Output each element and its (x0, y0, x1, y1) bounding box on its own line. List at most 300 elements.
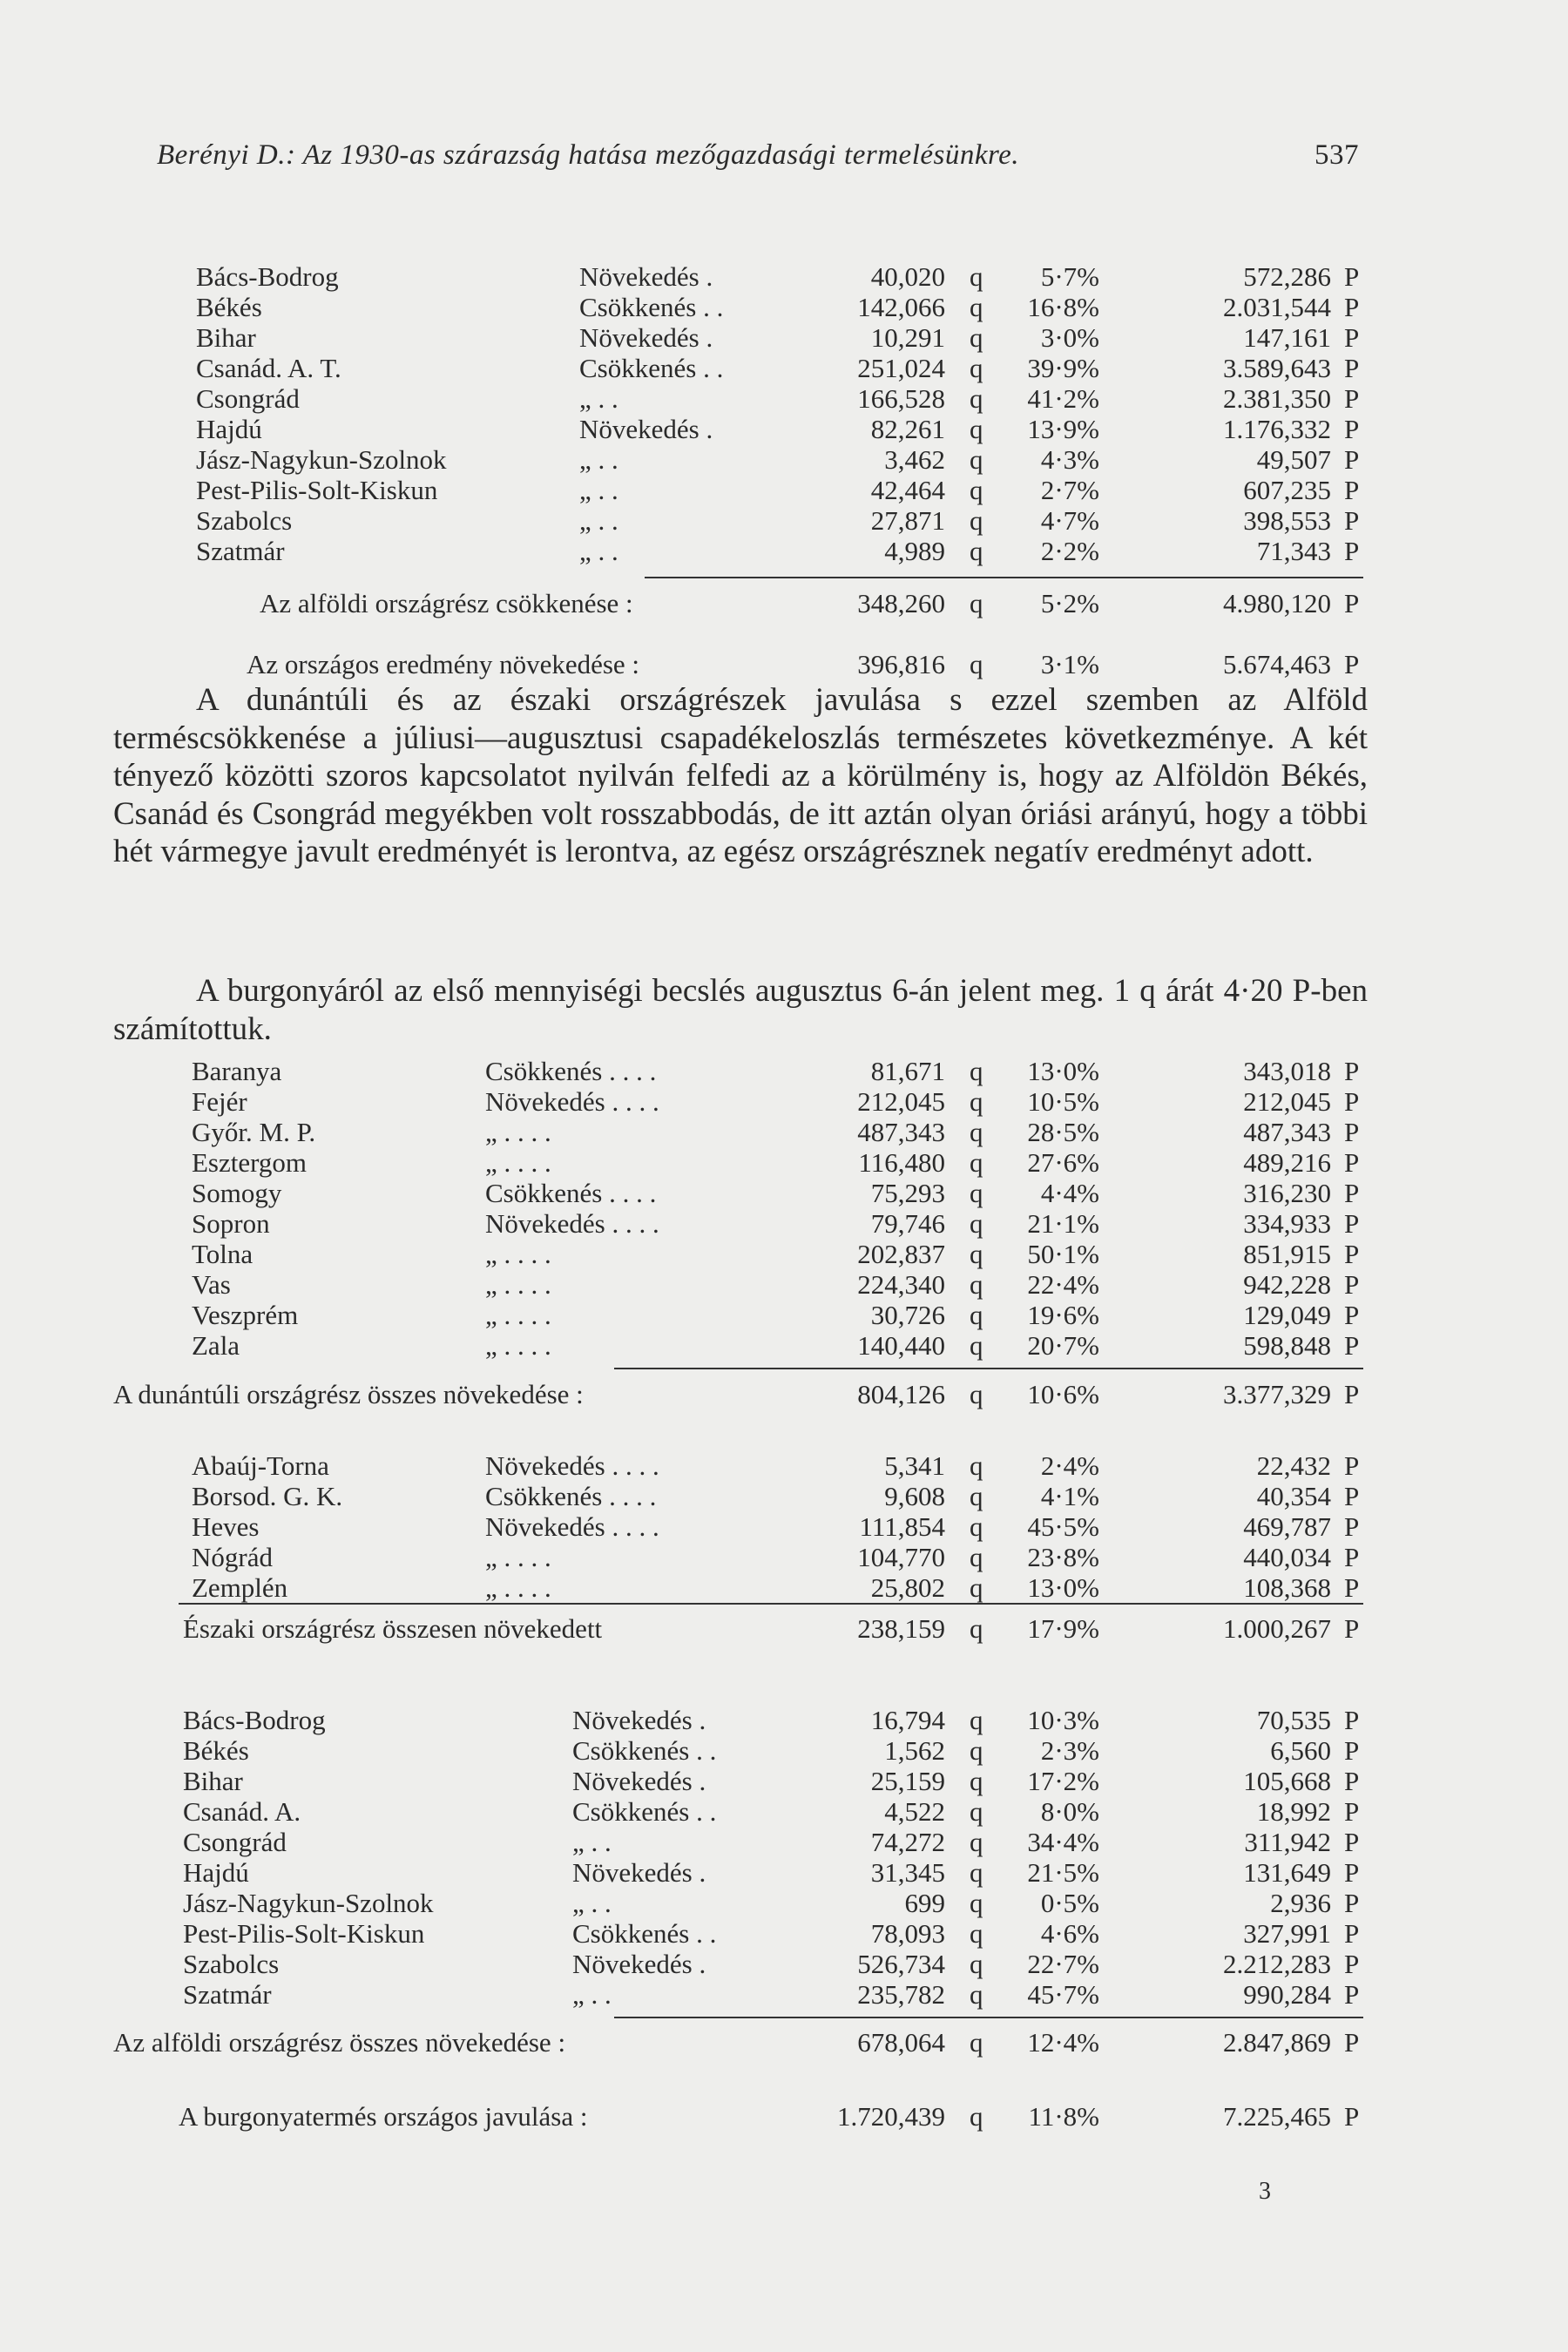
trend-label: Növekedés . (579, 322, 713, 353)
paragraph-1: A dunántúli és az északi országrészek javulása s ezzel szemben az Alföld terméscsökkenése a júliusi—augusztusi csapadékeloszlás természetes következménye. A két tényező közötti szoros kapcsolatot nyilván felfedi az a körülmény is, hogy az Alföldön Békés, Csanád és Csongrád megyékben volt rosszabbodás, de itt aztán olyan óriási arányú, hogy a többi hét vármegye javult eredményét is lerontva, az egész országrésznek negatív eredményt adott. (113, 682, 1368, 869)
table-row (0, 536, 1568, 567)
header-title: Berényi D.: Az 1930-as szárazság hatása mezőgazdasági termelésünkre. (157, 139, 1020, 171)
money-value: 487,343 (1243, 1117, 1331, 1147)
trend-label: „ . . (579, 536, 618, 566)
quantity-unit: q (970, 1572, 983, 1603)
quantity-value: 31,345 (870, 1857, 945, 1888)
quantity-unit: q (970, 414, 983, 444)
county-name: Csanád. A. (183, 1796, 301, 1827)
county-name: Szabolcs (183, 1949, 280, 1979)
quantity-unit: q (970, 1056, 983, 1086)
county-name: Somogy (192, 1178, 282, 1208)
money-value: 2.031,544 (1223, 292, 1331, 322)
county-name: Szatmár (196, 536, 285, 566)
trend-label: „ . . . . (485, 1542, 551, 1572)
percent-value: 2·2% (1040, 536, 1099, 566)
county-name: Baranya (192, 1056, 282, 1086)
percent-value: 21·1% (1027, 1208, 1099, 1239)
currency-unit: P (1344, 1269, 1360, 1300)
percent-value: 5·2% (1040, 588, 1099, 618)
quantity-unit: q (970, 1481, 983, 1511)
paragraph-2: A burgonyáról az első mennyiségi becslés augusztus 6-án jelent meg. 1 q árát 4·20 P-ben számítottuk. (113, 973, 1368, 1047)
money-value: 105,668 (1243, 1766, 1331, 1796)
percent-value: 10·6% (1027, 1379, 1099, 1409)
percent-value: 45·5% (1027, 1511, 1099, 1542)
quantity-value: 30,726 (870, 1300, 945, 1330)
quantity-unit: q (970, 1379, 983, 1409)
trend-label: Növekedés . (572, 1857, 706, 1888)
money-value: 40,354 (1256, 1481, 1331, 1511)
table-row (0, 383, 1568, 415)
percent-value: 8·0% (1040, 1796, 1099, 1827)
quantity-value: 78,093 (870, 1918, 945, 1949)
currency-unit: P (1344, 322, 1360, 353)
quantity-unit: q (970, 1888, 983, 1918)
signature-mark: 3 (1259, 2178, 1271, 2205)
quantity-unit: q (970, 1979, 983, 2010)
table-row (0, 1481, 1568, 1512)
currency-unit: P (1344, 1918, 1360, 1949)
money-value: 327,991 (1243, 1918, 1331, 1949)
quantity-value: 79,746 (870, 1208, 945, 1239)
county-name: Sopron (192, 1208, 270, 1239)
percent-value: 12·4% (1027, 2027, 1099, 2058)
quantity-value: 75,293 (870, 1178, 945, 1208)
currency-unit: P (1344, 1481, 1360, 1511)
county-name: Heves (192, 1511, 260, 1542)
money-value: 3.377,329 (1223, 1379, 1331, 1409)
money-value: 22,432 (1256, 1450, 1331, 1481)
currency-unit: P (1344, 414, 1360, 444)
quantity-value: 142,066 (857, 292, 945, 322)
total-rule (179, 1603, 1363, 1605)
money-value: 2.212,283 (1223, 1949, 1331, 1979)
quantity-unit: q (970, 1511, 983, 1542)
table-row (0, 292, 1568, 323)
trend-label: Növekedés . (572, 1766, 706, 1796)
trend-label: „ . . . . (485, 1572, 551, 1603)
percent-value: 10·5% (1027, 1086, 1099, 1117)
quantity-unit: q (970, 536, 983, 566)
trend-label: „ . . . . (485, 1330, 551, 1361)
quantity-value: 27,871 (870, 505, 945, 536)
county-name: Vas (192, 1269, 231, 1300)
currency-unit: P (1344, 1086, 1360, 1117)
money-value: 851,915 (1243, 1239, 1331, 1269)
total-row (0, 588, 1568, 619)
money-value: 572,286 (1243, 261, 1331, 292)
quantity-value: 166,528 (857, 383, 945, 414)
quantity-value: 25,802 (870, 1572, 945, 1603)
currency-unit: P (1344, 292, 1360, 322)
currency-unit: P (1344, 505, 1360, 536)
total-rule (645, 577, 1363, 578)
money-value: 212,045 (1243, 1086, 1331, 1117)
currency-unit: P (1344, 1979, 1360, 2010)
quantity-value: 526,734 (857, 1949, 945, 1979)
percent-value: 22·4% (1027, 1269, 1099, 1300)
table-row (0, 1117, 1568, 1148)
percent-value: 13·0% (1027, 1056, 1099, 1086)
quantity-unit: q (970, 1300, 983, 1330)
county-name: Nógrád (192, 1542, 273, 1572)
county-name: Csanád. A. T. (196, 353, 341, 383)
money-value: 2.847,869 (1223, 2027, 1331, 2058)
county-name: Szabolcs (196, 505, 293, 536)
money-value: 489,216 (1243, 1147, 1331, 1178)
trend-label: „ . . . . (485, 1269, 551, 1300)
county-name: Pest-Pilis-Solt-Kiskun (183, 1918, 425, 1949)
trend-label: „ . . (579, 505, 618, 536)
trend-label: „ . . (579, 475, 618, 505)
quantity-unit: q (970, 1269, 983, 1300)
money-value: 18,992 (1256, 1796, 1331, 1827)
county-name: Zala (192, 1330, 240, 1361)
currency-unit: P (1344, 1117, 1360, 1147)
percent-value: 13·9% (1027, 414, 1099, 444)
quantity-value: 140,440 (857, 1330, 945, 1361)
table-row (0, 1979, 1568, 2011)
total-label: A dunántúli országrész összes növekedése : (113, 1379, 584, 1409)
money-value: 1.000,267 (1223, 1613, 1331, 1644)
quantity-unit: q (970, 383, 983, 414)
table-row (0, 261, 1568, 293)
percent-value: 4·6% (1040, 1918, 1099, 1949)
quantity-value: 40,020 (870, 261, 945, 292)
total-label: Az alföldi országrész csökkenése : (260, 588, 633, 618)
table-row (0, 1918, 1568, 1950)
currency-unit: P (1344, 475, 1360, 505)
percent-value: 17·2% (1027, 1766, 1099, 1796)
total-label: Az alföldi országrész összes növekedése : (113, 2027, 566, 2058)
quantity-unit: q (970, 1178, 983, 1208)
money-value: 607,235 (1243, 475, 1331, 505)
trend-label: Csökkenés . . . . (485, 1178, 657, 1208)
table-row (0, 505, 1568, 537)
quantity-value: 487,343 (857, 1117, 945, 1147)
percent-value: 41·2% (1027, 383, 1099, 414)
table-row (0, 1857, 1568, 1889)
total-row (0, 2027, 1568, 2058)
county-name: Bács-Bodrog (183, 1705, 326, 1735)
percent-value: 4·3% (1040, 444, 1099, 475)
money-value: 469,787 (1243, 1511, 1331, 1542)
trend-label: Növekedés . . . . (485, 1208, 659, 1239)
trend-label: Csökkenés . . (572, 1735, 717, 1766)
quantity-value: 104,770 (857, 1542, 945, 1572)
page-number: 537 (1315, 139, 1359, 171)
money-value: 49,507 (1256, 444, 1331, 475)
quantity-value: 116,480 (858, 1147, 945, 1178)
currency-unit: P (1344, 2027, 1360, 2058)
money-value: 131,649 (1243, 1857, 1331, 1888)
quantity-unit: q (970, 649, 983, 679)
currency-unit: P (1344, 1857, 1360, 1888)
currency-unit: P (1344, 1735, 1360, 1766)
percent-value: 23·8% (1027, 1542, 1099, 1572)
percent-value: 27·6% (1027, 1147, 1099, 1178)
table-row (0, 353, 1568, 384)
table-row (0, 1330, 1568, 1362)
trend-label: Csökkenés . . (579, 292, 724, 322)
quantity-value: 42,464 (870, 475, 945, 505)
county-name: Győr. M. P. (192, 1117, 316, 1147)
quantity-value: 74,272 (870, 1827, 945, 1857)
percent-value: 2·3% (1040, 1735, 1099, 1766)
quantity-value: 348,260 (857, 588, 945, 618)
quantity-unit: q (970, 475, 983, 505)
money-value: 990,284 (1243, 1979, 1331, 2010)
quantity-value: 25,159 (870, 1766, 945, 1796)
currency-unit: P (1344, 1208, 1360, 1239)
quantity-value: 224,340 (857, 1269, 945, 1300)
quantity-unit: q (970, 322, 983, 353)
percent-value: 2·7% (1040, 475, 1099, 505)
percent-value: 3·0% (1040, 322, 1099, 353)
quantity-value: 251,024 (857, 353, 945, 383)
quantity-unit: q (970, 1735, 983, 1766)
table-row (0, 1949, 1568, 1980)
money-value: 108,368 (1243, 1572, 1331, 1603)
national-total-row (0, 2101, 1568, 2132)
currency-unit: P (1344, 2101, 1360, 2132)
trend-label: „ . . (572, 1979, 612, 2010)
table-row (0, 1542, 1568, 1573)
trend-label: Növekedés . (579, 414, 713, 444)
county-name: Zemplén (192, 1572, 288, 1603)
county-name: Borsod. G. K. (192, 1481, 343, 1511)
currency-unit: P (1344, 1705, 1360, 1735)
county-name: Bihar (183, 1766, 243, 1796)
quantity-value: 10,291 (870, 322, 945, 353)
table-row (0, 414, 1568, 445)
table-row (0, 475, 1568, 506)
money-value: 2,936 (1270, 1888, 1331, 1918)
money-value: 942,228 (1243, 1269, 1331, 1300)
quantity-value: 804,126 (857, 1379, 945, 1409)
percent-value: 4·7% (1040, 505, 1099, 536)
currency-unit: P (1344, 1572, 1360, 1603)
county-name: Jász-Nagykun-Szolnok (183, 1888, 434, 1918)
quantity-value: 16,794 (870, 1705, 945, 1735)
currency-unit: P (1344, 1766, 1360, 1796)
money-value: 7.225,465 (1223, 2101, 1331, 2132)
county-name: Csongrád (183, 1827, 287, 1857)
county-name: Csongrád (196, 383, 300, 414)
quantity-unit: q (970, 1796, 983, 1827)
percent-value: 5·7% (1040, 261, 1099, 292)
currency-unit: P (1344, 1827, 1360, 1857)
quantity-value: 111,854 (859, 1511, 945, 1542)
percent-value: 4·4% (1040, 1178, 1099, 1208)
table-row (0, 1056, 1568, 1087)
currency-unit: P (1344, 353, 1360, 383)
percent-value: 10·3% (1027, 1705, 1099, 1735)
table-row (0, 1269, 1568, 1301)
table-row (0, 1572, 1568, 1604)
currency-unit: P (1344, 1542, 1360, 1572)
table-row (0, 322, 1568, 354)
quantity-value: 82,261 (870, 414, 945, 444)
currency-unit: P (1344, 1056, 1360, 1086)
table-row (0, 1178, 1568, 1209)
quantity-unit: q (970, 261, 983, 292)
trend-label: Csökkenés . . . . (485, 1056, 657, 1086)
trend-label: „ . . . . (485, 1300, 551, 1330)
total-label: Az országos eredmény növekedése : (247, 649, 640, 679)
county-name: Hajdú (183, 1857, 249, 1888)
currency-unit: P (1344, 1178, 1360, 1208)
money-value: 70,535 (1256, 1705, 1331, 1735)
quantity-unit: q (970, 2101, 983, 2132)
table-row (0, 1766, 1568, 1797)
money-value: 2.381,350 (1223, 383, 1331, 414)
currency-unit: P (1344, 1949, 1360, 1979)
quantity-unit: q (970, 1918, 983, 1949)
percent-value: 20·7% (1027, 1330, 1099, 1361)
trend-label: „ . . . . (485, 1239, 551, 1269)
percent-value: 28·5% (1027, 1117, 1099, 1147)
money-value: 311,942 (1244, 1827, 1331, 1857)
money-value: 334,933 (1243, 1208, 1331, 1239)
percent-value: 4·1% (1040, 1481, 1099, 1511)
table-row (0, 444, 1568, 476)
percent-value: 11·8% (1028, 2101, 1099, 2132)
money-value: 71,343 (1256, 536, 1331, 566)
currency-unit: P (1344, 1239, 1360, 1269)
quantity-unit: q (970, 588, 983, 618)
table-row (0, 1086, 1568, 1118)
quantity-value: 202,837 (857, 1239, 945, 1269)
total-row (0, 1613, 1568, 1645)
quantity-unit: q (970, 1147, 983, 1178)
total-label: Északi országrész összesen növekedett (183, 1613, 603, 1644)
quantity-unit: q (970, 1330, 983, 1361)
quantity-unit: q (970, 1949, 983, 1979)
county-name: Szatmár (183, 1979, 272, 2010)
quantity-unit: q (970, 1827, 983, 1857)
county-name: Jász-Nagykun-Szolnok (196, 444, 447, 475)
county-name: Veszprém (192, 1300, 299, 1330)
table-row (0, 1735, 1568, 1767)
county-name: Bihar (196, 322, 256, 353)
currency-unit: P (1344, 1511, 1360, 1542)
quantity-unit: q (970, 353, 983, 383)
table-row (0, 1300, 1568, 1331)
money-value: 398,553 (1243, 505, 1331, 536)
quantity-value: 212,045 (857, 1086, 945, 1117)
county-name: Békés (183, 1735, 249, 1766)
money-value: 4.980,120 (1223, 588, 1331, 618)
national-total-row (0, 649, 1568, 680)
trend-label: „ . . . . (485, 1117, 551, 1147)
percent-value: 21·5% (1027, 1857, 1099, 1888)
currency-unit: P (1344, 261, 1360, 292)
currency-unit: P (1344, 1613, 1360, 1644)
trend-label: Csökkenés . . (572, 1796, 717, 1827)
money-value: 129,049 (1243, 1300, 1331, 1330)
county-name: Tolna (192, 1239, 253, 1269)
currency-unit: P (1344, 588, 1360, 618)
trend-label: Növekedés . . . . (485, 1450, 659, 1481)
table-row (0, 1511, 1568, 1543)
quantity-unit: q (970, 444, 983, 475)
county-name: Hajdú (196, 414, 262, 444)
currency-unit: P (1344, 1888, 1360, 1918)
currency-unit: P (1344, 1450, 1360, 1481)
table-row (0, 1888, 1568, 1919)
trend-label: Csökkenés . . (579, 353, 724, 383)
trend-label: „ . . (572, 1888, 612, 1918)
percent-value: 39·9% (1027, 353, 1099, 383)
trend-label: „ . . (572, 1827, 612, 1857)
percent-value: 50·1% (1027, 1239, 1099, 1269)
table-row (0, 1796, 1568, 1828)
money-value: 3.589,643 (1223, 353, 1331, 383)
percent-value: 22·7% (1027, 1949, 1099, 1979)
currency-unit: P (1344, 1796, 1360, 1827)
quantity-value: 9,608 (884, 1481, 945, 1511)
quantity-unit: q (970, 1857, 983, 1888)
total-rule (614, 2017, 1363, 2018)
currency-unit: P (1344, 444, 1360, 475)
currency-unit: P (1344, 1330, 1360, 1361)
money-value: 6,560 (1270, 1735, 1331, 1766)
table-row (0, 1827, 1568, 1858)
quantity-unit: q (970, 1450, 983, 1481)
quantity-unit: q (970, 1208, 983, 1239)
money-value: 440,034 (1243, 1542, 1331, 1572)
percent-value: 0·5% (1040, 1888, 1099, 1918)
table-row (0, 1147, 1568, 1179)
quantity-value: 238,159 (857, 1613, 945, 1644)
quantity-value: 396,816 (857, 649, 945, 679)
quantity-unit: q (970, 1613, 983, 1644)
quantity-unit: q (970, 1086, 983, 1117)
trend-label: „ . . . . (485, 1147, 551, 1178)
quantity-unit: q (970, 292, 983, 322)
quantity-value: 235,782 (857, 1979, 945, 2010)
currency-unit: P (1344, 649, 1360, 679)
trend-label: Növekedés . . . . (485, 1511, 659, 1542)
table-row (0, 1705, 1568, 1736)
table-row (0, 1239, 1568, 1270)
county-name: Békés (196, 292, 262, 322)
trend-label: Növekedés . (572, 1949, 706, 1979)
money-value: 147,161 (1243, 322, 1331, 353)
county-name: Fejér (192, 1086, 247, 1117)
currency-unit: P (1344, 1147, 1360, 1178)
table-row (0, 1450, 1568, 1482)
quantity-unit: q (970, 1117, 983, 1147)
total-label: A burgonyatermés országos javulása : (179, 2101, 588, 2132)
quantity-value: 5,341 (884, 1450, 945, 1481)
money-value: 316,230 (1243, 1178, 1331, 1208)
money-value: 5.674,463 (1223, 649, 1331, 679)
percent-value: 19·6% (1027, 1300, 1099, 1330)
money-value: 343,018 (1243, 1056, 1331, 1086)
trend-label: „ . . (579, 444, 618, 475)
quantity-unit: q (970, 505, 983, 536)
currency-unit: P (1344, 1300, 1360, 1330)
trend-label: „ . . (579, 383, 618, 414)
trend-label: Növekedés . (579, 261, 713, 292)
quantity-value: 4,522 (884, 1796, 945, 1827)
trend-label: Csökkenés . . (572, 1918, 717, 1949)
running-header (157, 139, 1359, 172)
percent-value: 2·4% (1040, 1450, 1099, 1481)
quantity-value: 81,671 (870, 1056, 945, 1086)
